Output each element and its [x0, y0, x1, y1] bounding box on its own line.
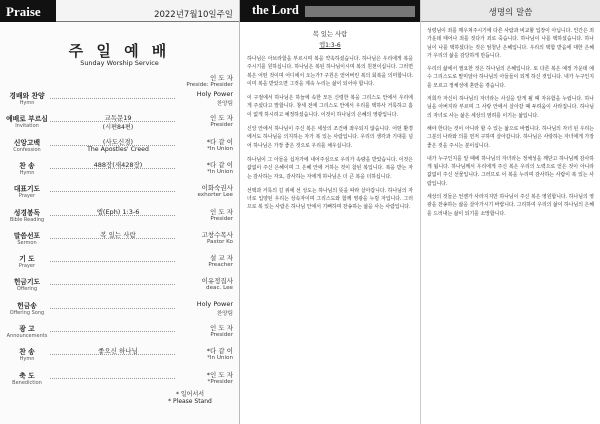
left-header	[0, 0, 239, 22]
order-item	[0, 253, 239, 275]
word-paragraph: 해야 한다는 것이 아니라 할 수 있는 삶으로 바뀝니다. 하나님의 자녀 된 우리는 그분의 나라와 의를 먼저 구하며 살아갑니다. 하나님은 사랑하는 자녀에게 가장 좋은 것을 주시는 분이십니다.	[427, 125, 594, 149]
item-leader-en: exhorter Lee	[197, 192, 233, 199]
sermon-paragraph: 하나님이 그 아들을 십자가에 내어주심으로 우리가 속량을 받았습니다. 이것은 값없이 주신 은혜이며 그 은혜 안에 거하는 것이 참된 복입니다. 복을 받는 자는 감사하는 자요, 감사하는 자에게 하나님은 더 큰 복을 더하십니다.	[247, 156, 413, 180]
item-detail: 좋으신 하나님	[98, 347, 138, 356]
item-name: 경배와 찬양	[9, 92, 45, 100]
item-detail: 교독문19	[104, 114, 132, 123]
order-item	[0, 300, 239, 322]
item-leader-dots	[50, 331, 175, 332]
item-detail-sub: (시편84편)	[102, 124, 134, 132]
order-of-worship-panel	[0, 0, 239, 424]
item-name: 광 고	[19, 325, 35, 333]
service-subtitle: Sunday Worship Service	[80, 59, 159, 67]
order-item	[0, 276, 239, 298]
item-name-en: Invitation	[15, 123, 39, 130]
item-leader: *다 같 이	[206, 160, 233, 169]
order-item	[0, 137, 239, 159]
item-leader: 설 교 자	[210, 254, 233, 263]
order-item	[0, 346, 239, 368]
stand-note-en: * Please Stand	[168, 398, 212, 405]
item-name: 헌금기도	[13, 278, 41, 287]
item-name: 대표기도	[13, 185, 41, 194]
item-leader-en: *In Union	[207, 355, 233, 362]
word-paragraph: 내가 누구인지를 알 때에 하나님의 자녀라는 정체성을 깨닫고 하나님께 감사하게 됩니다. 하나님께서 우리에게 주신 복은 우리의 노력으로 얻은 것이 아니라 값없이 주신 선물입니다. 그러므로 이 복을 누리며 감사하는 사람이 복 있는 사람입니다.	[427, 155, 594, 187]
item-name: 축 도	[19, 371, 35, 380]
item-detail: (사도신경)	[102, 137, 134, 146]
item-leader: 인 도 자	[210, 324, 233, 332]
sermon-paragraph: 이 구절에서 하나님은 하늘에 속한 모든 신령한 복을 그리스도 안에서 우리에게 주셨다고 말합니다. 창세 전에 그리스도 안에서 우리를 택하사 거룩하고 흠이 없게 하시려고 예정하셨습니다. 이것이 하나님의 은혜의 영광입니다.	[247, 95, 413, 118]
item-detail: 엡(Eph) 1:3-6	[96, 207, 140, 216]
item-detail-sub: The Apostles' Creed	[87, 145, 149, 153]
sermon-paragraph: 선택과 거룩의 길 위에 선 성도는 하나님의 뜻을 따라 살아갑니다. 하나님의 자녀로 입양된 우리는 상속자이며 그리스도와 함께 영광을 누릴 자입니다. 그러므로 복 있는 사람은 하나님 안에서 기뻐하며 찬송하는 삶을 사는 사람입니다.	[247, 187, 413, 211]
item-name: 예배로 부르심	[6, 115, 48, 124]
item-name: 신앙고백	[13, 138, 41, 147]
item-leader-en: Pastor Ko	[207, 238, 233, 245]
item-leader-en: *Presider	[207, 378, 233, 385]
item-leader-dots	[50, 98, 175, 99]
item-name: 성경봉독	[13, 208, 41, 217]
service-date: 2022년7월10일주일	[56, 0, 239, 22]
item-leader: Holy Power	[196, 299, 233, 308]
lord-header	[240, 0, 420, 22]
order-item	[0, 207, 239, 229]
presider-label: 인 도 자	[210, 74, 233, 82]
order-item	[0, 113, 239, 135]
sermon-paragraph: 하나님은 아브라함을 부르시며 복을 약속하셨습니다. 하나님은 우리에게 복을 주시기를 원하십니다. 하나님은 복된 하나님이시며 복의 원천이십니다. 그러면 복은 어떤 것이며 어디에서 오는가? 구원은 얻어버린 복의 회복을 의미합니다. 이미 복을 받았으면 그것을 계속 누리는 삶이 되어야 합니다.	[247, 56, 413, 87]
item-leader-dots	[50, 284, 175, 285]
item-name-en: Announcements	[6, 333, 48, 339]
item-leader-dots	[50, 261, 175, 262]
item-leader: 인 도 자	[210, 207, 233, 216]
word-paragraph: 우리의 삶에서 필요한 것은 하나님의 은혜입니다. 또 다른 복은 예정 가운데 예수 그리스도로 말미암아 하나님의 아들들이 되게 하신 것입니다. 내가 누구인지를 모르고 정체성에 혼란을 겪습니다.	[427, 66, 594, 89]
item-detail: 488장(새428장)	[93, 160, 143, 169]
item-leader-en: Presider	[210, 332, 233, 338]
item-leader: 이화숙권사	[201, 184, 233, 193]
word-panel	[420, 0, 600, 424]
item-name: 말씀선포	[13, 231, 41, 240]
item-name: 기 도	[19, 255, 35, 264]
order-item	[0, 230, 239, 252]
order-item	[0, 323, 239, 345]
word-paragraph: 세상의 것들은 언젠가 사라지지만 하나님이 주신 복은 영원합니다. 하나님의 영광을 찬송하는 삶을 살아가시기 바랍니다. 그리하여 우리의 삶이 하나님의 은혜를 드러내는 삶이 되기를 소망합니다.	[427, 194, 594, 217]
item-leader: 인 도 자	[210, 114, 233, 123]
item-leader: *인 도 자	[206, 370, 233, 379]
item-leader: Holy Power	[196, 90, 233, 98]
header-bar	[305, 6, 415, 17]
item-leader-dots	[50, 378, 175, 379]
item-detail: 복 있는 사람	[100, 230, 136, 239]
item-name: 찬 송	[19, 161, 35, 170]
item-name: 헌금송	[17, 301, 37, 310]
service-title: 주 일 예 배	[68, 42, 171, 60]
item-leader-en: *In Union	[207, 145, 233, 152]
sermon-reference: 엡1:3-6	[319, 42, 341, 49]
word-paragraph: 성령님이 죄를 깨우쳐주시기에 다른 사람과 비교할 입장이 아닙니다. 인간은 죄 가운데 태어나 죄를 짓다가 죄로 죽습니다. 하나님이 나를 택하셨습니다. 하나님이 나를 택하셨다는 것은 엄청난 은혜입니다. 우리의 택함 받음에 대한 은혜가 우리의 삶을 감당하게 만듭니다.	[427, 28, 594, 59]
item-leader-en: *In Union	[207, 168, 233, 175]
item-leader: 이유정집사	[201, 277, 233, 286]
item-name-en: Sermon	[17, 239, 37, 246]
sermon-title: 복 있는 사람	[312, 31, 348, 38]
item-name-en: Hymn	[19, 100, 35, 106]
item-name-en: Prayer	[18, 263, 36, 270]
order-item	[0, 90, 239, 112]
word-paragraph: 저희가 자신이 하나님의 자녀라는 사실을 알게 될 때 자유함을 누립니다. 하나님을 아버지라 부르며 그 사랑 안에서 살아갈 때 두려움이 사라집니다. 하나님의 자녀로 사는 삶은 세상의 염려를 이기는 삶입니다.	[427, 96, 594, 119]
sermon-body	[240, 55, 420, 212]
item-leader-en: 찬양팀	[216, 310, 233, 317]
item-name-en: Benediction	[12, 379, 42, 386]
item-name: 찬 송	[19, 348, 35, 357]
order-item	[0, 183, 239, 205]
item-leader-en: Presider	[210, 122, 233, 129]
item-name-en: Bible Reading	[9, 216, 45, 223]
sermon-panel	[239, 0, 420, 424]
item-leader: *다 같 이	[206, 137, 233, 146]
item-leader-dots	[50, 191, 175, 192]
item-leader-en: deac. Lee	[206, 285, 233, 292]
the-lord-title: the Lord	[252, 3, 299, 17]
praise-title: Praise	[0, 0, 56, 22]
item-leader: *다 같 이	[206, 347, 233, 356]
item-leader-en: Preacher	[208, 262, 233, 269]
word-body	[421, 27, 600, 218]
item-name-en: Offering Song	[9, 309, 45, 316]
presider-label-en: Preside: Presider	[186, 82, 233, 88]
stand-note: * 일어서서	[175, 391, 205, 398]
word-header: 생명의 말씀	[421, 0, 600, 22]
order-item	[0, 160, 239, 182]
item-leader-dots	[50, 308, 175, 309]
item-name-en: Offering	[16, 286, 38, 293]
item-name-en: Confession	[13, 146, 41, 153]
item-leader-en: Presider	[210, 215, 233, 222]
sermon-paragraph: 신앙 안에서 하나님이 주신 복은 세상의 조건에 좌우되지 않습니다. 어떤 환경에서도 하나님을 의지하는 자가 복 있는 사람입니다. 우리의 생각과 기대를 넘어 하나님은 가장 좋은 것으로 우리를 채우십니다.	[247, 126, 413, 149]
item-name-en: Hymn	[19, 356, 35, 363]
item-name-en: Hymn	[19, 169, 35, 176]
item-leader: 고창수목사	[201, 230, 233, 239]
item-leader-en: 찬양팀	[216, 101, 233, 107]
item-name-en: Prayer	[18, 193, 36, 200]
